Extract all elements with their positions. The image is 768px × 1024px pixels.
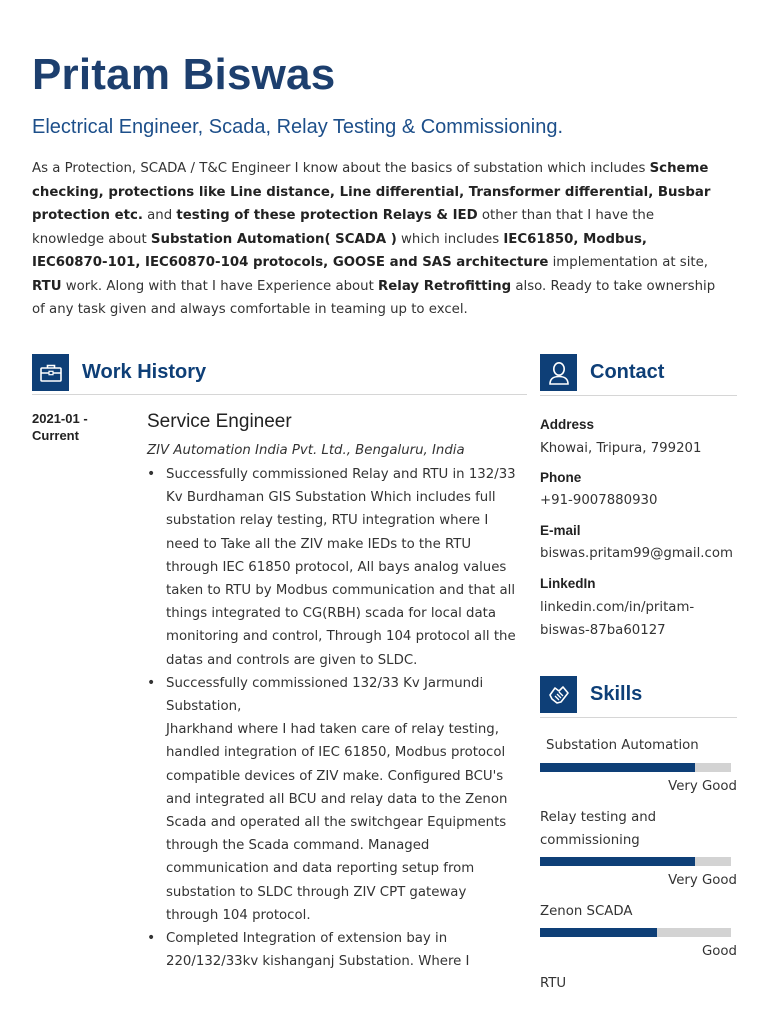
email-label: E-mail	[540, 523, 581, 538]
professional-summary	[32, 157, 722, 322]
email-value: biswas.pritam99@gmail.com	[540, 546, 733, 561]
summary-emphasis: Scheme checking, protections like Line distance, Line differential, Transformer differential, Busbar protection etc.	[32, 161, 711, 223]
work-history-heading	[32, 354, 206, 391]
list-item-continuation: Jharkhand where I had taken care of relay testing, handled integration of IEC 61850, Modbus protocol compatible devices of ZIV make. Configured BCU's and integrated all BCU and relay data to the Zenon Scada and operated all the switchgear Equipments through the Scada command. Managed communication and data reporting setup from substation to SLDC through ZIV CPT gateway through 104 protocol.	[166, 722, 508, 923]
contact-heading	[540, 354, 664, 391]
skill-name: Relay testing and commissioning	[540, 810, 657, 848]
skill-bar-fill	[540, 857, 695, 866]
summary-text: other than that I have the knowledge about	[32, 208, 655, 247]
summary-emphasis: IEC61850, Modbus, IEC60870-101, IEC60870-104 protocols, GOOSE and SAS architecture	[32, 231, 647, 270]
work-history-divider	[32, 394, 527, 395]
skill-bar-fill	[540, 928, 657, 937]
job-company: ZIV Automation India Pvt. Ltd., Bengaluru, India	[147, 443, 465, 458]
linkedin-line: biswas-87ba60127	[540, 623, 666, 638]
professional-headline: Electrical Engineer, Scada, Relay Testing & Commissioning.	[32, 116, 563, 138]
person-icon	[540, 354, 577, 391]
summary-text: As a Protection, SCADA / T&C Engineer I know about the basics of substation which includes	[32, 161, 650, 176]
handshake-icon	[540, 676, 577, 713]
skill-bar	[540, 857, 731, 866]
briefcase-icon	[32, 354, 69, 391]
summary-text: and	[142, 208, 177, 223]
summary-text: also. Ready to take ownership of any task given and always comfortable in teaming up to excel.	[32, 278, 716, 317]
skill-name: RTU	[540, 976, 567, 991]
job-title: Service Engineer	[147, 411, 292, 432]
phone-value: +91-9007880930	[540, 493, 658, 508]
summary-emphasis: testing of these protection Relays & IED	[176, 208, 478, 223]
work-history-title: Work History	[82, 361, 207, 383]
skills-title: Skills	[590, 683, 643, 705]
skill-level: Good	[701, 944, 737, 959]
skill-level: Very Good	[668, 779, 737, 794]
list-item: • Completed Integration of extension bay in 220/132/33kv kishanganj Substation. Where I	[147, 927, 517, 973]
skill-name: Substation Automation	[546, 738, 699, 753]
phone-label: Phone	[540, 470, 582, 485]
skill-bar	[540, 763, 731, 772]
linkedin-line: linkedin.com/in/pritam-	[540, 600, 695, 615]
skill-name: Zenon SCADA	[540, 904, 633, 919]
address-value: Khowai, Tripura, 799201	[540, 441, 702, 456]
address-label: Address	[540, 417, 595, 432]
job-responsibilities	[147, 463, 517, 973]
job-date: 2021-01 - Current	[32, 411, 88, 443]
contact-title: Contact	[590, 361, 665, 383]
skills-divider	[540, 717, 737, 718]
summary-emphasis: Substation Automation( SCADA )	[150, 231, 397, 247]
summary-text: which includes	[396, 231, 504, 247]
linkedin-label: LinkedIn	[540, 576, 596, 591]
summary-text: work. Along with that I have Experience about	[61, 278, 379, 294]
summary-emphasis: Relay Retrofitting	[378, 278, 512, 294]
skills-heading	[540, 676, 642, 713]
summary-emphasis: RTU	[32, 278, 62, 294]
summary-text: implementation at site,	[548, 255, 709, 270]
linkedin-value	[540, 596, 740, 642]
skill-level: Very Good	[668, 873, 737, 888]
skill-bar-fill	[540, 763, 695, 772]
candidate-name: Pritam Biswas	[32, 50, 336, 99]
list-item: • Successfully commissioned 132/33 Kv Jarmundi Substation,	[147, 672, 517, 718]
list-item: • Successfully commissioned Relay and RTU in 132/33 Kv Burdhaman GIS Substation Which includes full substation relay testing, RTU integration where I need to Take all the ZIV make IEDs to the RTU through IEC 61850 protocol, All bays analog values taken to RTU by Modbus communication and that all things integrated to CG(RBH) scada for local data monitoring and control, Through 104 protocol all the datas and controls are given to SLDC.	[147, 463, 517, 672]
skill-bar	[540, 928, 731, 937]
contact-divider	[540, 395, 737, 396]
